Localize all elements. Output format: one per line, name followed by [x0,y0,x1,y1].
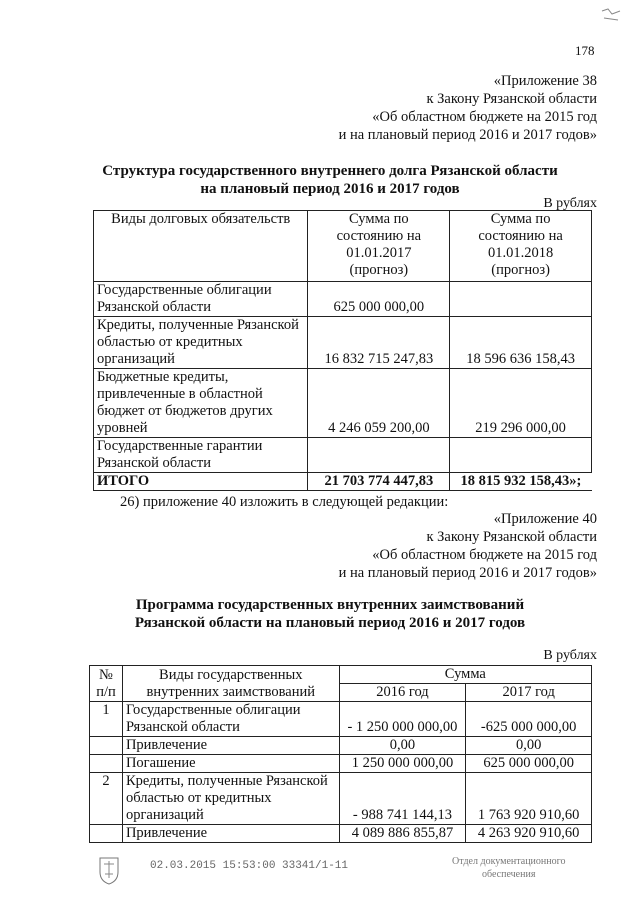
table-header-row [94,211,592,282]
borrowing-program-title [60,596,600,632]
row-num [90,737,123,755]
header-borrowing-type: Виды государственных внутренних заимствований [122,666,339,702]
row-num [90,825,123,843]
appendix-38-header [197,72,597,144]
header-debt-type: Виды долговых обязательств [94,211,308,282]
table-row [90,755,592,773]
scan-mark-icon [600,8,622,22]
header-sum-2017: Сумма по состоянию на 01.01.2017 (прогноз) [308,211,450,282]
table-row [90,737,592,755]
sum-2017-cell [308,438,450,473]
borrowing-type-cell: Государственные облигации Рязанской области [122,702,339,737]
value-2016-cell: - 1 250 000 000,00 [339,702,466,737]
value-2016-cell: 1 250 000 000,00 [339,755,466,773]
appendix-38-line: «Приложение 38 [493,73,597,89]
debt-structure-table [93,210,592,491]
borrowing-type-cell: Кредиты, полученные Рязанской областью от кредитных организаций [122,773,339,825]
total-2017: 21 703 774 447,83 [308,473,450,491]
debt-structure-title-line: на плановый период 2016 и 2017 годов [200,181,460,197]
borrowing-type-cell: Привлечение [122,825,339,843]
sum-2017-cell: 625 000 000,00 [308,282,450,317]
borrowing-program-title-line: Программа государственных внутренних заимствований [135,597,525,613]
appendix-38-line: «Об областном бюджете на 2015 год [372,109,597,125]
table-row [94,282,592,317]
debt-type-cell: Государственные гарантии Рязанской области [94,438,308,473]
sum-2017-cell: 4 246 059 200,00 [308,369,450,438]
appendix-40-line: «Об областном бюджете на 2015 год [372,547,597,563]
header-num: № п/п [90,666,123,702]
header-2017: 2017 год [466,684,592,702]
sum-2018-cell [450,282,592,317]
debt-type-cell: Государственные облигации Рязанской области [94,282,308,317]
header-sum: Сумма [339,666,591,684]
appendix-38-line: и на плановый период 2016 и 2017 годов» [338,127,597,143]
table-row [94,369,592,438]
borrowing-type-cell: Погашение [122,755,339,773]
table-total-row [94,473,592,491]
department-stamp [452,855,565,881]
header-2016: 2016 год [339,684,466,702]
coat-of-arms-icon [96,854,122,886]
value-2016-cell: 0,00 [339,737,466,755]
total-label: ИТОГО [94,473,308,491]
table-row [90,773,592,825]
table-row [94,438,592,473]
value-2017-cell: -625 000 000,00 [466,702,592,737]
sum-2017-cell: 16 832 715 247,83 [308,317,450,369]
stamp-line: Отдел документационного [452,856,566,867]
header-sum-2018: Сумма по состоянию на 01.01.2018 (прогноз) [450,211,592,282]
row-num: 1 [90,702,123,737]
appendix-40-line: и на плановый период 2016 и 2017 годов» [338,565,597,581]
value-2017-cell: 0,00 [466,737,592,755]
appendix-40-line: «Приложение 40 [493,511,597,527]
table-header-row [90,666,592,684]
debt-type-cell: Кредиты, полученные Рязанской областью от кредитных организаций [94,317,308,369]
appendix-38-line: к Закону Рязанской области [426,91,597,107]
table-row [90,702,592,737]
value-2016-cell: 4 089 886 855,87 [339,825,466,843]
table-row [90,825,592,843]
total-2018: 18 815 932 158,43»; [450,473,592,491]
debt-structure-title-line: Структура государственного внутреннего долга Рязанской области [102,163,558,179]
borrowing-program-units: В рублях [543,648,597,663]
borrowing-program-table [89,665,592,843]
footer-timestamp: 02.03.2015 15:53:00 [150,860,276,872]
sum-2018-cell: 219 296 000,00 [450,369,592,438]
value-2017-cell: 4 263 920 910,60 [466,825,592,843]
debt-type-cell: Бюджетные кредиты, привлеченные в областной бюджет от бюджетов других уровней [94,369,308,438]
value-2017-cell: 1 763 920 910,60 [466,773,592,825]
debt-structure-title [60,162,600,198]
sum-2018-cell [450,438,592,473]
row-num: 2 [90,773,123,825]
borrowing-type-cell: Привлечение [122,737,339,755]
appendix-40-header [197,510,597,582]
appendix-40-line: к Закону Рязанской области [426,529,597,545]
stamp-line: обеспечения [482,869,536,880]
row-num [90,755,123,773]
page-number: 178 [575,43,595,58]
debt-structure-units: В рублях [543,196,597,211]
borrowing-program-title-line: Рязанской области на плановый период 2016 и 2017 годов [134,615,526,631]
value-2017-cell: 625 000 000,00 [466,755,592,773]
paragraph-26: 26) приложение 40 изложить в следующей редакции: [120,494,449,510]
sum-2018-cell: 18 596 636 158,43 [450,317,592,369]
value-2016-cell: - 988 741 144,13 [339,773,466,825]
footer-doc-id: 33341/1-11 [282,860,349,872]
table-row [94,317,592,369]
